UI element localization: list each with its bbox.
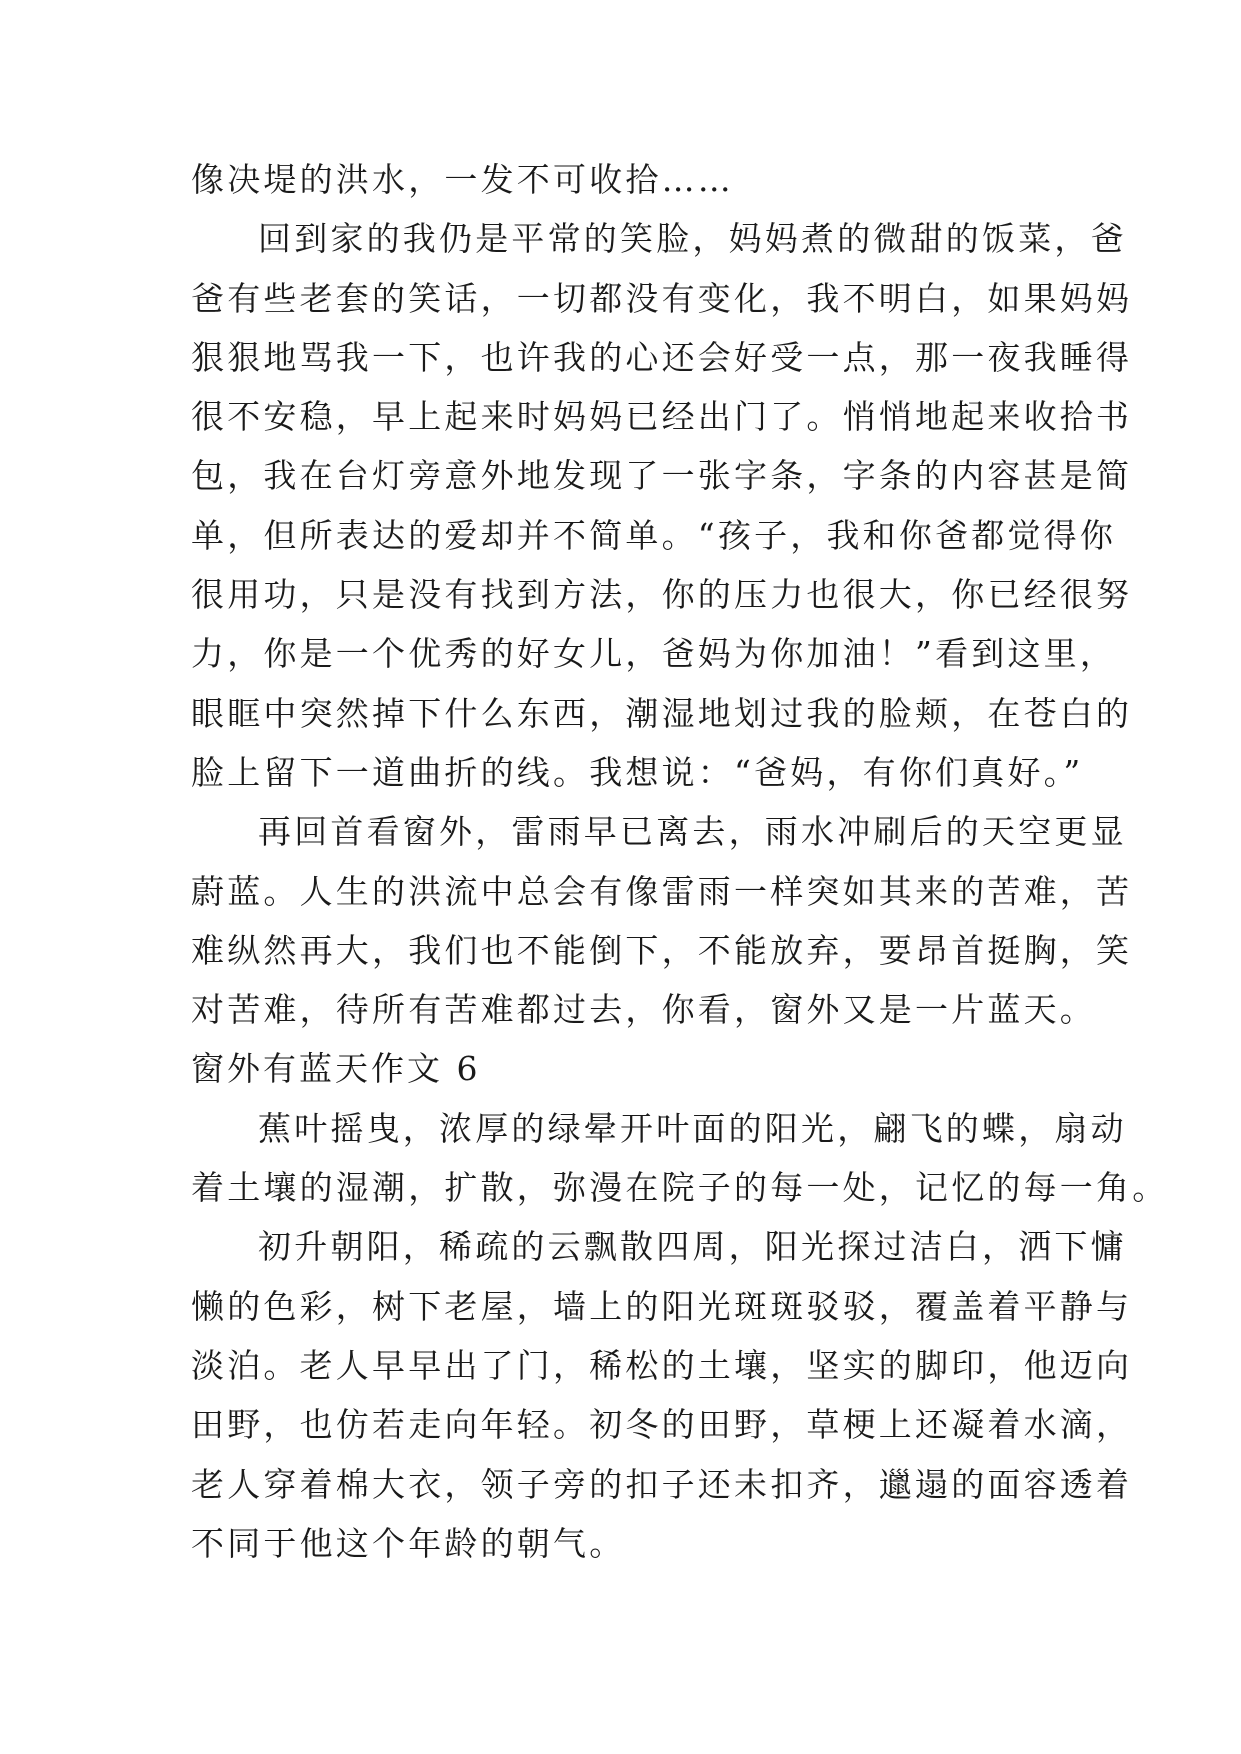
text-line: 像决堤的洪水，一发不可收拾…… xyxy=(191,160,734,199)
text-line: 脸上留下一道曲折的线。我想说：“爸妈，有你们真好。” xyxy=(191,752,1084,792)
text-line: 很不安稳，早上起来时妈妈已经出门了。悄悄地起来收拾书 xyxy=(191,397,1133,437)
text-line: 爸有些老套的笑话，一切都没有变化，我不明白，如果妈妈 xyxy=(191,278,1133,318)
text-line: 淡泊。老人早早出了门，稀松的土壤，坚实的脚印，他迈向 xyxy=(191,1345,1133,1385)
text-line: 不同于他这个年龄的朝气。 xyxy=(191,1523,626,1563)
text-line: 难纵然再大，我们也不能倒下，不能放弃，要昂首挺胸，笑 xyxy=(191,930,1133,970)
text-line: 着土壤的湿潮，扩散，弥漫在院子的每一处，记忆的每一角。 xyxy=(191,1168,1169,1208)
text-line: 狠狠地骂我一下，也许我的心还会好受一点，那一夜我睡得 xyxy=(191,337,1133,377)
document-body xyxy=(191,150,1169,1573)
section-heading: 窗外有蓝天作文 6 xyxy=(191,1049,481,1089)
text-line: 包，我在台灯旁意外地发现了一张字条，字条的内容甚是简 xyxy=(191,456,1133,496)
text-line: 很用功，只是没有找到方法，你的压力也很大，你已经很努 xyxy=(191,575,1133,615)
text-line: 初升朝阳，稀疏的云飘散四周，阳光探过洁白，洒下慵 xyxy=(258,1227,1127,1267)
text-line: 再回首看窗外，雷雨早已离去，雨水冲刷后的天空更显 xyxy=(258,812,1127,852)
text-line: 对苦难，待所有苦难都过去，你看，窗外又是一片蓝天。 xyxy=(191,990,1096,1030)
text-line: 田野，也仿若走向年轻。初冬的田野，草梗上还凝着水滴， xyxy=(191,1405,1133,1445)
text-line: 蕉叶摇曳，浓厚的绿晕开叶面的阳光，翩飞的蝶，扇动 xyxy=(258,1108,1127,1148)
text-line: 蔚蓝。人生的洪流中总会有像雷雨一样突如其来的苦难，苦 xyxy=(191,871,1133,911)
text-line: 懒的色彩，树下老屋，墙上的阳光斑斑驳驳，覆盖着平静与 xyxy=(191,1286,1133,1326)
text-line: 老人穿着棉大衣，领子旁的扣子还未扣齐，邋遢的面容透着 xyxy=(191,1464,1133,1504)
text-line: 力，你是一个优秀的好女儿，爸妈为你加油！”看到这里， xyxy=(191,634,1117,674)
text-line: 眼眶中突然掉下什么东西，潮湿地划过我的脸颊，在苍白的 xyxy=(191,693,1133,733)
text-line: 回到家的我仍是平常的笑脸，妈妈煮的微甜的饭菜，爸 xyxy=(258,219,1127,259)
text-line: 单，但所表达的爱却并不简单。“孩子，我和你爸都觉得你 xyxy=(191,515,1117,555)
